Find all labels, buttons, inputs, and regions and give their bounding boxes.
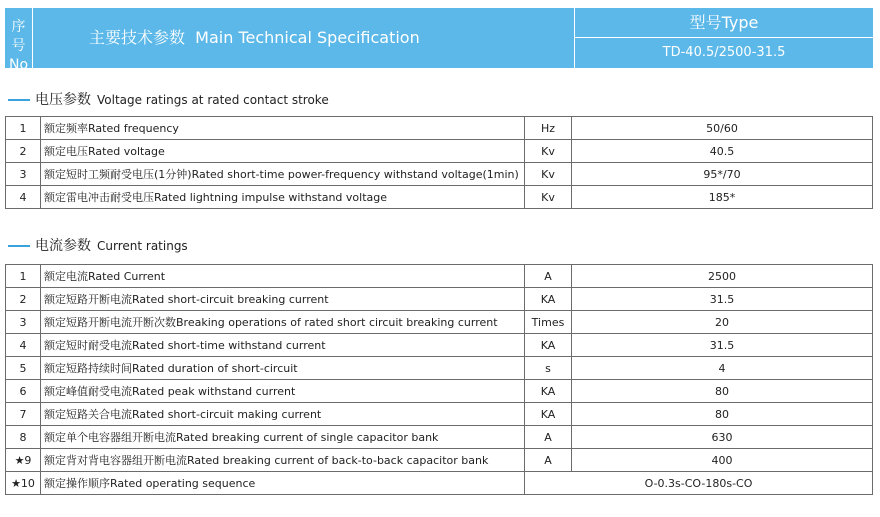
row-item: 额定电流Rated Current — [41, 265, 525, 288]
row-number: ★10 — [6, 472, 41, 495]
row-number: 4 — [6, 186, 41, 209]
row-number: ★9 — [6, 449, 41, 472]
table-row — [6, 265, 873, 288]
row-value: 400 — [572, 449, 873, 472]
row-item: 额定短时工频耐受电压(1分钟)Rated short-time power-frequency withstand voltage(1min) — [41, 163, 525, 186]
current-title-en: Current ratings — [97, 239, 188, 253]
row-value: 4 — [572, 357, 873, 380]
row-value: 50/60 — [572, 117, 873, 140]
row-item: 额定短路持续时间Rated duration of short-circuit — [41, 357, 525, 380]
row-item: 额定短路关合电流Rated short-circuit making current — [41, 403, 525, 426]
row-unit: Kv — [525, 186, 572, 209]
voltage-table — [5, 116, 873, 209]
row-item: 额定操作顺序Rated operating sequence — [41, 472, 525, 495]
row-number: 6 — [6, 380, 41, 403]
row-unit: s — [525, 357, 572, 380]
row-value: 80 — [572, 380, 873, 403]
row-unit: A — [525, 449, 572, 472]
row-item: 额定单个电容器组开断电流Rated breaking current of single capacitor bank — [41, 426, 525, 449]
row-value: 31.5 — [572, 288, 873, 311]
row-value: 40.5 — [572, 140, 873, 163]
table-row — [6, 472, 873, 495]
voltage-title-en: Voltage ratings at rated contact stroke — [97, 93, 329, 107]
table-row — [6, 117, 873, 140]
row-item: 额定短路开断电流Rated short-circuit breaking current — [41, 288, 525, 311]
table-row — [6, 163, 873, 186]
row-unit: KA — [525, 403, 572, 426]
current-title-cn: 电流参数 — [35, 238, 91, 254]
header-no-cell — [5, 8, 33, 73]
table-row — [6, 334, 873, 357]
row-value: O-0.3s-CO-180s-CO — [525, 472, 873, 495]
row-number: 7 — [6, 403, 41, 426]
row-value: 185* — [572, 186, 873, 209]
table-row — [6, 288, 873, 311]
row-unit: KA — [525, 288, 572, 311]
row-value: 31.5 — [572, 334, 873, 357]
row-value: 630 — [572, 426, 873, 449]
voltage-section-title — [8, 89, 329, 109]
row-number: 3 — [6, 311, 41, 334]
header-no-en: No — [8, 57, 29, 73]
row-unit: A — [525, 426, 572, 449]
section-line-icon — [8, 245, 30, 247]
spec-header — [5, 8, 873, 73]
table-row — [6, 449, 873, 472]
header-title: 主要技术参数 Main Technical Specification — [89, 28, 420, 47]
voltage-title-cn: 电压参数 — [35, 92, 91, 108]
row-item: 额定电压Rated voltage — [41, 140, 525, 163]
section-line-icon — [8, 99, 30, 101]
table-row — [6, 403, 873, 426]
row-value: 80 — [572, 403, 873, 426]
row-item: 额定背对背电容器组开断电流Rated breaking current of back-to-back capacitor bank — [41, 449, 525, 472]
table-row — [6, 140, 873, 163]
row-unit: Kv — [525, 163, 572, 186]
current-section-title — [8, 235, 188, 255]
current-table — [5, 264, 873, 495]
row-value: 2500 — [572, 265, 873, 288]
row-number: 5 — [6, 357, 41, 380]
table-row — [6, 380, 873, 403]
row-item: 额定短路开断电流开断次数Breaking operations of rated short circuit breaking current — [41, 311, 525, 334]
row-unit: KA — [525, 380, 572, 403]
row-unit: Kv — [525, 140, 572, 163]
row-unit: Hz — [525, 117, 572, 140]
row-number: 1 — [6, 117, 41, 140]
header-model: TD-40.5/2500-31.5 — [574, 38, 873, 68]
row-unit: A — [525, 265, 572, 288]
row-unit: KA — [525, 334, 572, 357]
row-item: 额定频率Rated frequency — [41, 117, 525, 140]
row-number: 8 — [6, 426, 41, 449]
table-row — [6, 311, 873, 334]
row-number: 1 — [6, 265, 41, 288]
row-number: 2 — [6, 140, 41, 163]
header-type-label: 型号Type — [574, 8, 873, 38]
row-value: 95*/70 — [572, 163, 873, 186]
row-item: 额定峰值耐受电流Rated peak withstand current — [41, 380, 525, 403]
row-number: 3 — [6, 163, 41, 186]
row-item: 额定短时耐受电流Rated short-time withstand current — [41, 334, 525, 357]
row-number: 4 — [6, 334, 41, 357]
row-value: 20 — [572, 311, 873, 334]
header-no-cn: 序号 — [11, 19, 26, 54]
table-row — [6, 186, 873, 209]
table-row — [6, 357, 873, 380]
row-item: 额定雷电冲击耐受电压Rated lightning impulse withstand voltage — [41, 186, 525, 209]
row-unit: Times — [525, 311, 572, 334]
row-number: 2 — [6, 288, 41, 311]
table-row — [6, 426, 873, 449]
